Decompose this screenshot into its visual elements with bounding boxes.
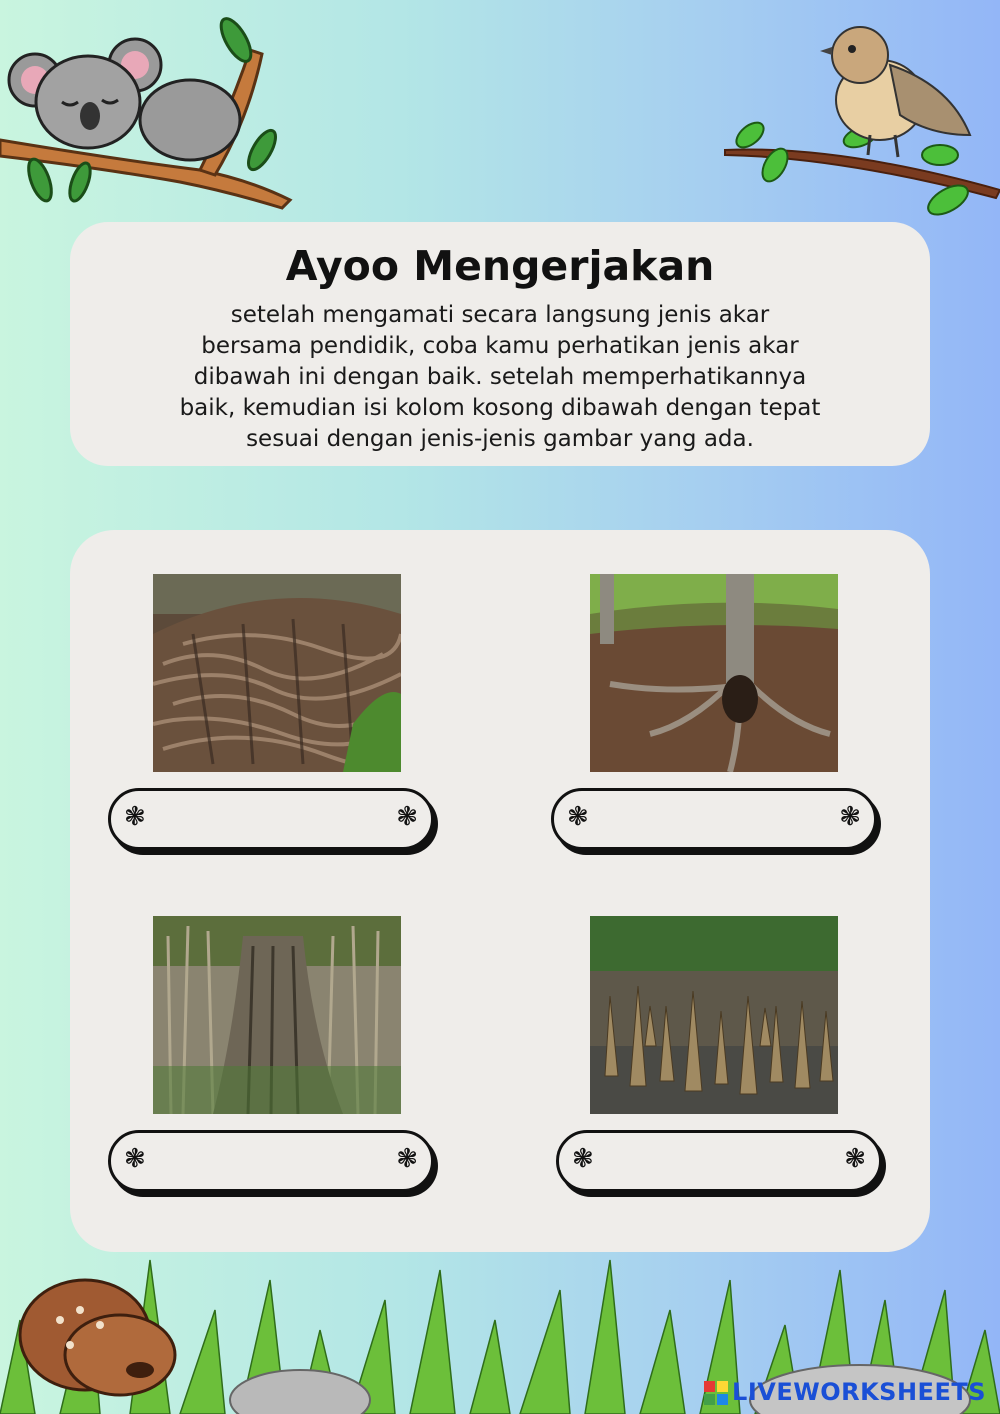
flower-icon: ❃ bbox=[844, 1144, 866, 1174]
answer-box-4 bbox=[556, 1130, 882, 1192]
root-photo-3 bbox=[153, 916, 401, 1114]
flower-icon: ❃ bbox=[567, 802, 589, 832]
flower-icon: ❃ bbox=[396, 802, 418, 832]
instruction-line: sesuai dengan jenis-jenis gambar yang ada. bbox=[246, 426, 754, 452]
brand-text: LIVEWORKSHEETS bbox=[732, 1378, 986, 1406]
instruction-line: dibawah ini dengan baik. setelah memperhatikannya bbox=[193, 364, 807, 390]
root-photo-2 bbox=[590, 574, 838, 772]
instruction-text bbox=[130, 300, 870, 455]
answer-box-2 bbox=[551, 788, 877, 850]
answer-box-3 bbox=[108, 1130, 434, 1192]
answer-input-1[interactable] bbox=[156, 800, 386, 836]
flower-icon: ❃ bbox=[839, 802, 861, 832]
answer-input-3[interactable] bbox=[156, 1142, 386, 1178]
instruction-title: Ayoo Mengerjakan bbox=[285, 242, 715, 290]
instruction-line: bersama pendidik, coba kamu perhatikan jenis akar bbox=[201, 333, 799, 359]
root-photo-1 bbox=[153, 574, 401, 772]
flower-icon: ❃ bbox=[396, 1144, 418, 1174]
flower-icon: ❃ bbox=[124, 1144, 146, 1174]
liveworksheets-logo bbox=[704, 1378, 986, 1406]
instruction-line: baik, kemudian isi kolom kosong dibawah dengan tepat bbox=[179, 395, 821, 421]
answer-box-1 bbox=[108, 788, 434, 850]
instruction-line: setelah mengamati secara langsung jenis akar bbox=[230, 302, 770, 328]
flower-icon: ❃ bbox=[572, 1144, 594, 1174]
answer-input-2[interactable] bbox=[599, 800, 829, 836]
bird-illustration bbox=[720, 15, 1000, 225]
koala-illustration bbox=[0, 10, 300, 210]
answer-input-4[interactable] bbox=[604, 1142, 834, 1178]
instruction-card bbox=[70, 222, 930, 466]
flower-icon: ❃ bbox=[124, 802, 146, 832]
root-photo-4 bbox=[590, 916, 838, 1114]
live-badge-icon bbox=[704, 1381, 728, 1405]
